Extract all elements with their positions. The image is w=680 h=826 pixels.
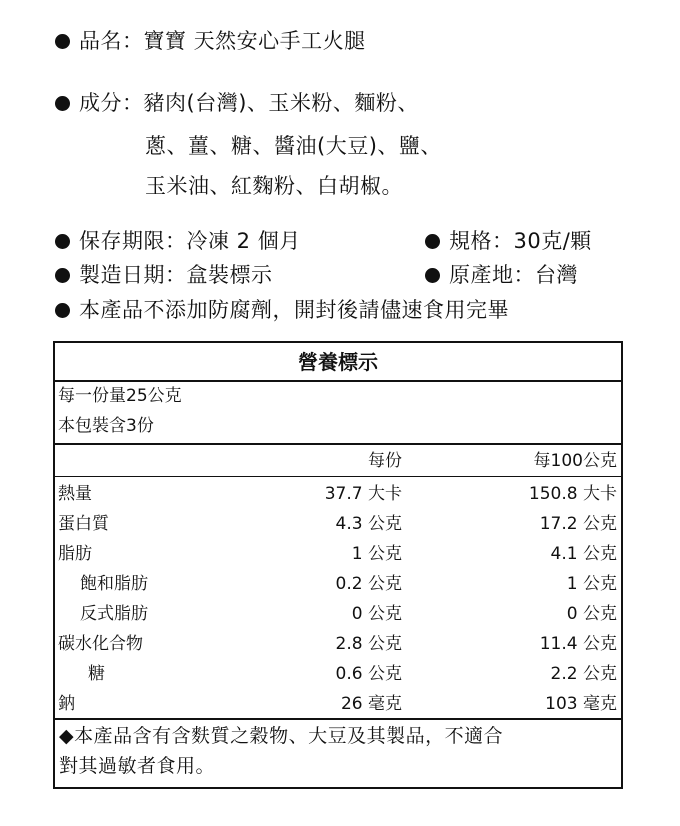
divider xyxy=(55,380,621,382)
nutrition-title: 營養標示 xyxy=(298,350,378,374)
ingredients-line-1: 成分：豬肉(台灣)、玉米粉、麵粉、 xyxy=(79,91,419,115)
nutrient-name: 反式脂肪 xyxy=(80,604,148,624)
nutrient-name: 脂肪 xyxy=(58,544,92,564)
nutrient-per-serving: 0 公克 xyxy=(351,604,402,624)
nutrient-name: 碳水化合物 xyxy=(58,634,143,654)
bullet-icon xyxy=(55,96,70,111)
ingredients-line-3: 玉米油、紅麴粉、白胡椒。 xyxy=(145,174,403,198)
bullet-icon xyxy=(55,234,70,249)
nutrient-per-serving: 26 毫克 xyxy=(340,694,402,714)
nutrient-per-100g: 103 毫克 xyxy=(545,694,617,714)
nutrient-name: 飽和脂肪 xyxy=(80,574,148,594)
nutrient-per-100g: 150.8 大卡 xyxy=(528,484,617,504)
nutrient-per-serving: 2.8 公克 xyxy=(335,634,402,654)
bullet-icon xyxy=(55,303,70,318)
origin: 原產地：台灣 xyxy=(449,263,578,287)
product-name: 品名：寶寶 天然安心手工火腿 xyxy=(79,29,366,53)
allergen-note-line-2: 對其過敏者食用。 xyxy=(59,755,216,777)
per-100g-header: 每100公克 xyxy=(533,451,617,471)
nutrient-name: 蛋白質 xyxy=(58,514,109,534)
nutrient-name: 鈉 xyxy=(58,694,75,714)
nutrient-per-100g: 17.2 公克 xyxy=(539,514,617,534)
serving-size: 每一份量25公克 xyxy=(58,386,182,406)
nutrition-table xyxy=(53,341,623,789)
nutrient-per-100g: 2.2 公克 xyxy=(550,664,617,684)
divider xyxy=(55,718,621,720)
bullet-icon xyxy=(425,234,440,249)
manufacture-date: 製造日期：盒裝標示 xyxy=(79,263,273,287)
nutrient-per-100g: 0 公克 xyxy=(566,604,617,624)
nutrient-per-serving: 4.3 公克 xyxy=(335,514,402,534)
spec: 規格：30克/顆 xyxy=(449,229,592,253)
bullet-icon xyxy=(55,34,70,49)
nutrient-per-serving: 0.6 公克 xyxy=(335,664,402,684)
allergen-note-line-1: ◆本產品含有含麩質之穀物、大豆及其製品，不適合 xyxy=(59,725,504,747)
divider xyxy=(55,476,621,477)
per-serving-header: 每份 xyxy=(368,451,402,471)
servings-per-package: 本包裝含3份 xyxy=(58,416,154,436)
nutrient-per-100g: 4.1 公克 xyxy=(550,544,617,564)
ingredients-line-2: 蔥、薑、糖、醬油(大豆)、鹽、 xyxy=(145,134,442,158)
shelf-life: 保存期限：冷凍 2 個月 xyxy=(79,229,301,253)
bullet-icon xyxy=(55,268,70,283)
divider xyxy=(55,443,621,445)
nutrient-per-serving: 37.7 大卡 xyxy=(324,484,402,504)
nutrient-per-100g: 11.4 公克 xyxy=(539,634,617,654)
nutrient-name: 熱量 xyxy=(58,484,92,504)
bullet-icon xyxy=(425,268,440,283)
nutrient-per-serving: 0.2 公克 xyxy=(335,574,402,594)
nutrient-per-serving: 1 公克 xyxy=(351,544,402,564)
nutrient-per-100g: 1 公克 xyxy=(566,574,617,594)
preservative-notice: 本產品不添加防腐劑，開封後請儘速食用完畢 xyxy=(79,298,509,322)
nutrient-name: 糖 xyxy=(88,664,105,684)
